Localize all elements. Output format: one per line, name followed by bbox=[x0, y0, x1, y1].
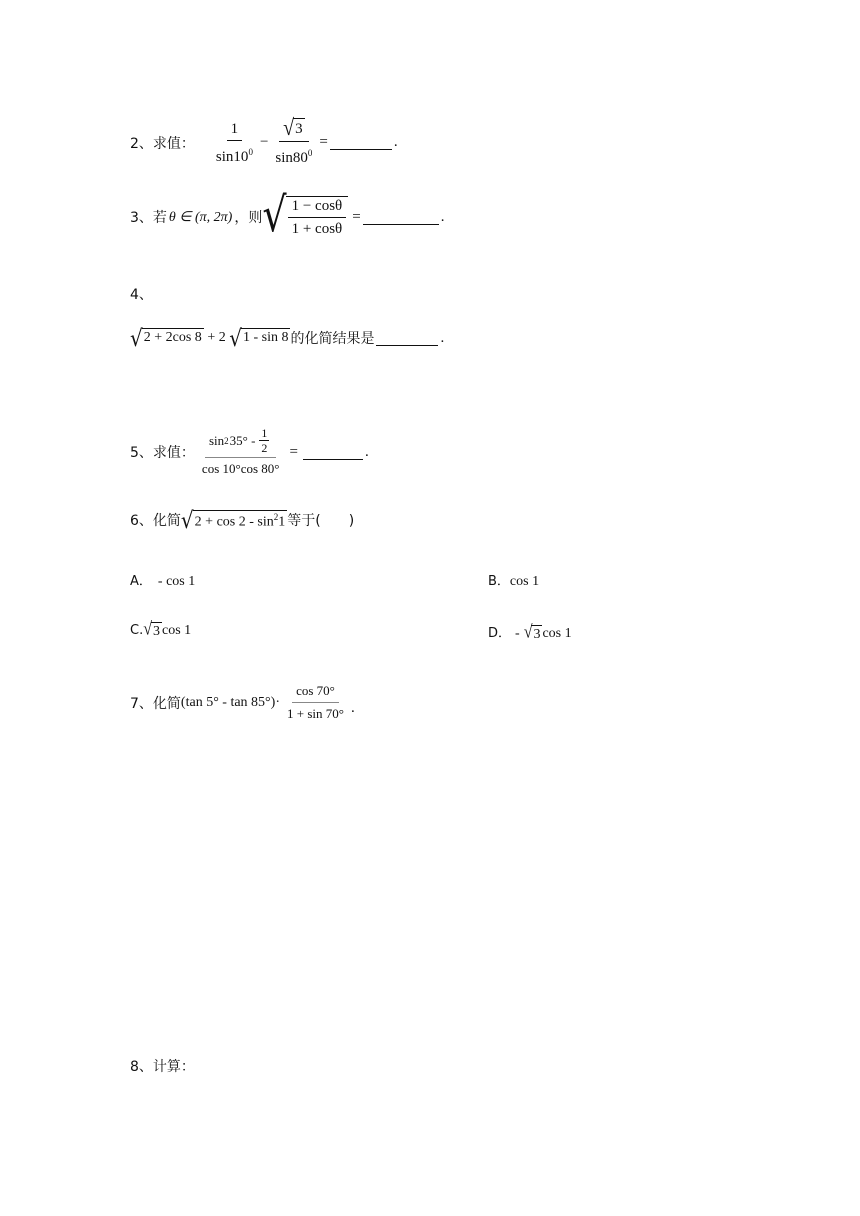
option-c[interactable]: C. √ 3 cos 1 bbox=[130, 619, 192, 640]
minus-sign: − bbox=[259, 134, 269, 150]
answer-blank[interactable] bbox=[330, 135, 392, 150]
equals-sign: = bbox=[319, 134, 328, 150]
question-6: 6、化简 √ $2 + \cos 2 - \sin^21$ 等于( ) bbox=[130, 506, 355, 534]
fraction-q5: sin 2 35° - $\frac{1}{2}$ cos 10°cos 80° bbox=[201, 426, 280, 476]
question-5: 5、求值： sin 2 35° - $\frac{1}{2}$ cos 10°cos 80° = . bbox=[130, 426, 369, 476]
question-2: 2、求值： $\frac{1}{\sin 10^0}$ − √ 3 $\sin 80^0$ = . bbox=[130, 115, 398, 166]
sqrt-3: √ 3 bbox=[143, 619, 160, 640]
answer-blank[interactable] bbox=[376, 331, 438, 346]
question-6-label: 6、化简 bbox=[130, 513, 181, 530]
sqrt-3: √ 3 bbox=[283, 115, 303, 141]
question-3: 3、若 θ ∈ (π, 2π) ，则 √ $\frac{1 - \cos\theta}{1 + \cos\theta}$ = . bbox=[130, 187, 445, 242]
option-a[interactable]: A． - cos 1 bbox=[130, 574, 196, 589]
sqrt-2-plus-2cos8: √ 2 + 2cos 8 bbox=[130, 324, 202, 352]
sqrt-3: √ 3 bbox=[523, 622, 541, 643]
fraction-1-over-sin10: $\frac{1}{\sin 10^0}$ bbox=[215, 120, 253, 165]
answer-blank[interactable] bbox=[363, 210, 439, 225]
fraction-sqrt3-over-sin80: √ 3 $\sin 80^0$ bbox=[275, 115, 313, 166]
option-d[interactable]: D． - √ 3 cos 1 bbox=[488, 622, 572, 643]
sqrt-fraction: √ $\frac{1 - \cos\theta}{1 + \cos\theta}$ bbox=[262, 196, 348, 238]
question-4: √ 2 + 2cos 8 + 2 √ 1 - sin 8 的化简结果是 . bbox=[130, 324, 445, 352]
fraction-q7: $\frac{\cos 70^\circ}{1 + \sin 70^\circ}$ bbox=[286, 683, 344, 721]
sqrt-1-minus-sin8: √ 1 - sin 8 bbox=[229, 324, 289, 352]
question-8 bbox=[130, 1056, 195, 1076]
fraction-half: $\frac{1}{2}$ bbox=[261, 426, 268, 455]
question-4-label-line: 4、 bbox=[130, 287, 153, 303]
question-2-label: 2、求值： bbox=[130, 135, 195, 152]
question-3-label: 3、若 bbox=[130, 210, 167, 226]
question-7: 7、化简 (tan 5° - tan 85°)· $\frac{\cos 70^\circ}{1 + \sin 70^\circ}$ . bbox=[130, 683, 355, 721]
question-5-label: 5、求值： bbox=[130, 445, 195, 461]
condition-theta: θ ∈ (π, 2π) bbox=[168, 209, 233, 225]
question-7-label: 7、化简 bbox=[130, 695, 181, 712]
option-b[interactable]: B．cos 1 bbox=[488, 574, 540, 589]
answer-blank[interactable] bbox=[303, 445, 363, 460]
equals-sign: = bbox=[352, 208, 361, 225]
question-8-label: 8、计算： bbox=[130, 1059, 195, 1075]
sqrt-expression: √ $2 + \cos 2 - \sin^21$ bbox=[180, 506, 286, 534]
